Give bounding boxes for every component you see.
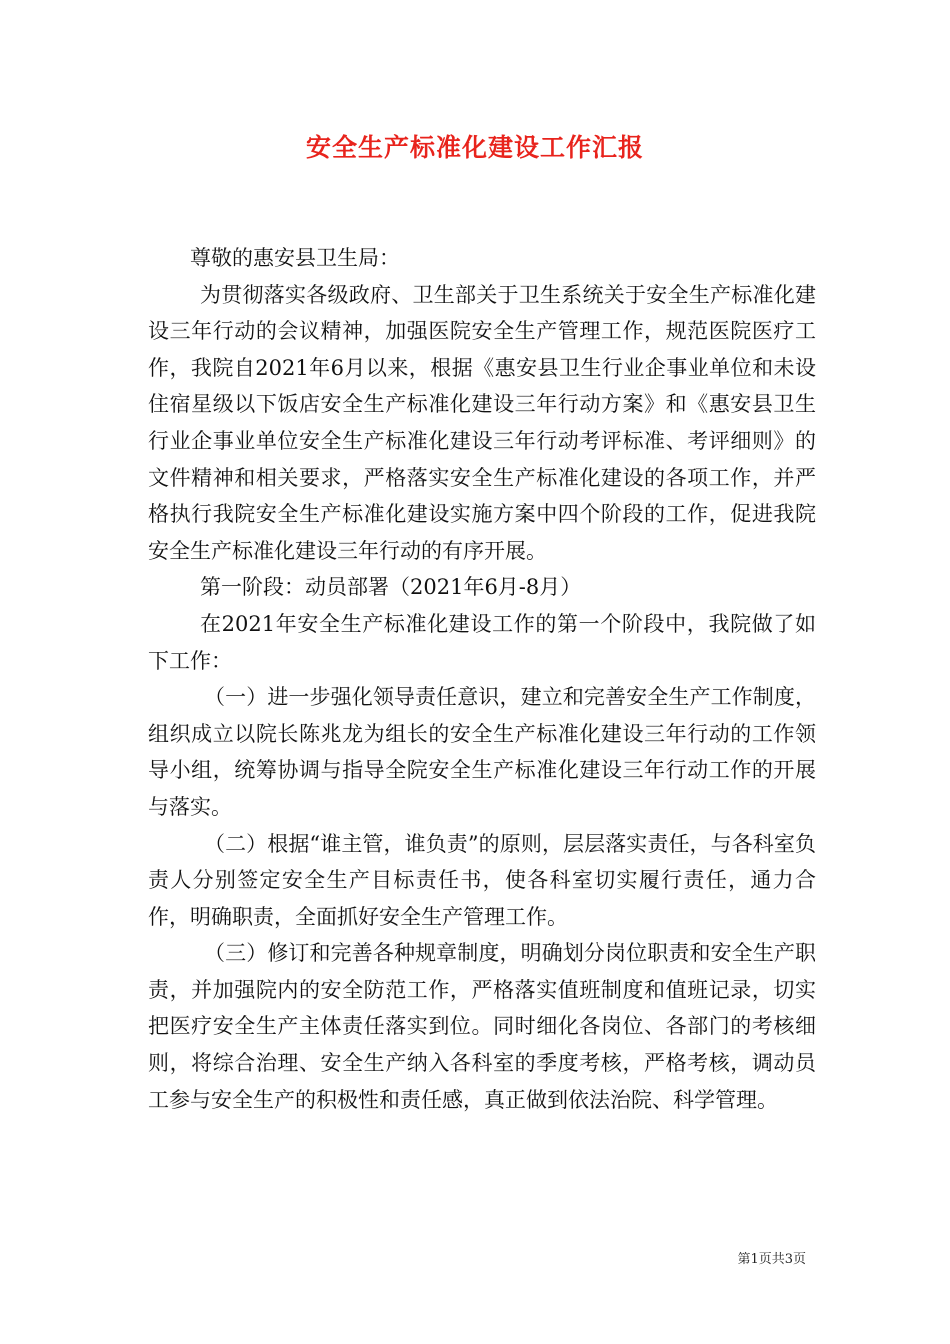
greeting: 尊敬的惠安县卫生局： <box>190 246 400 270</box>
document-body <box>148 240 816 1118</box>
paragraph-item-two: （二）根据“谁主管，谁负责”的原则，层层落实责任，与各科室负责人分别签定安全生产目标责任书，使各科室切实履行责任，通力合作，明确职责，全面抓好安全生产管理工作。 <box>148 831 816 929</box>
page-number: 第1页共3页 <box>737 1252 806 1267</box>
section-heading-stage-one: 第一阶段：动员部署（2021年6月-8月） <box>200 575 582 600</box>
paragraph-stage-one-summary: 在2021年安全生产标准化建设工作的第一个阶段中，我院做了如下工作： <box>148 611 816 673</box>
paragraph-intro: 为贯彻落实各级政府、卫生部关于卫生系统关于安全生产标准化建设三年行动的会议精神，加强医院安全生产管理工作，规范医院医疗工作，我院自2021年6月以来，根据《惠安县卫生行业企事业单位和未设住宿星级以下饭店安全生产标准化建设三年行动方案》和《惠安县卫生行业企事业单位安全生产标准化建设三年行动考评标准、考评细则》的文件精神和相关要求，严格落实安全生产标准化建设的各项工作，并严格执行我院安全生产标准化建设实施方案中四个阶段的工作，促进我院安全生产标准化建设三年行动的有序开展。 <box>148 282 816 563</box>
paragraph-item-one: （一）进一步强化领导责任意识，建立和完善安全生产工作制度，组织成立以院长陈兆龙为组长的安全生产标准化建设三年行动的工作领导小组，统筹协调与指导全院安全生产标准化建设三年行动工作的开展与落实。 <box>148 685 816 819</box>
document-title: 安全生产标准化建设工作汇报 <box>305 133 644 162</box>
paragraph-item-three: （三）修订和完善各种规章制度，明确划分岗位职责和安全生产职责，并加强院内的安全防范工作，严格落实值班制度和值班记录，切实把医疗安全生产主体责任落实到位。同时细化各岗位、各部门的考核细则，将综合治理、安全生产纳入各科室的季度考核，严格考核，调动员工参与安全生产的积极性和责任感，真正做到依法治院、科学管理。 <box>148 941 816 1112</box>
